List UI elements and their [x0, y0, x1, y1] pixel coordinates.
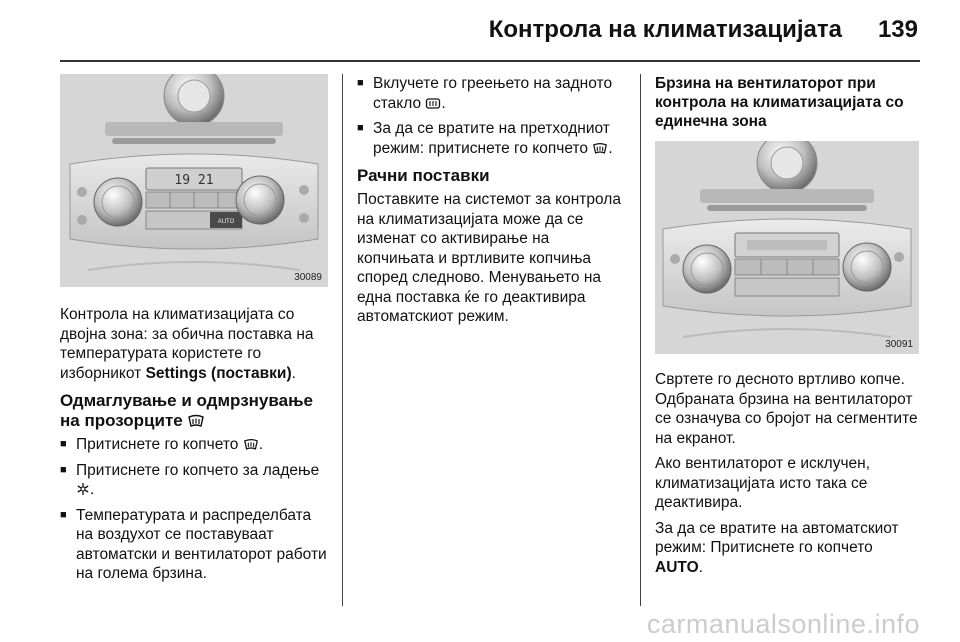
auto-mode-paragraph: За да се вратите на автоматскиот режим: Притиснете го копчето AUTO.: [655, 519, 899, 576]
windshield-defrost-icon: [187, 414, 205, 428]
fan-speed-heading: Брзина на вентилаторот при контрола на климатизацијата со единечна зона: [655, 75, 904, 130]
list-item: ■ Притиснете го копчето .: [60, 435, 328, 455]
page-number: 139: [877, 16, 918, 43]
column-2: [357, 74, 625, 333]
figure-code: 30089: [294, 272, 322, 283]
figure-code: 30091: [885, 339, 913, 350]
list-item: ■ За да се вратите на претходниот режим: притиснете го копчето .: [357, 119, 625, 158]
fan-off-paragraph: Ако вентилаторот е исклучен, климатизацијата исто така се деактивира.: [655, 455, 871, 511]
list-item: ■ Температурата и распределбата на воздухот се поставуваат автоматски и вентилаторот работи на голема брзина.: [60, 506, 328, 584]
list-item: ■ Вклучете го греењето на задното стакло .: [357, 74, 625, 113]
defog-heading: Одмаглување и одмрзнување на прозорците: [60, 391, 313, 430]
windshield-defrost-icon: [243, 438, 259, 451]
auto-label: AUTO: [655, 558, 699, 576]
settings-label: Settings (поставки): [145, 364, 292, 382]
page-header: [0, 0, 960, 60]
manual-settings-heading: Рачни поставки: [357, 166, 490, 185]
defog-steps: [60, 435, 328, 584]
intro-paragraph: Контрола на климатизацијата со двојна зона: за обична поставка на температурата користете го изборникот Settings (поставки).: [60, 306, 314, 382]
list-item: ■ Притиснете го копчето за ладење .: [60, 461, 328, 500]
climate-panel-dual-zone-figure: [60, 74, 328, 287]
snowflake-icon: [76, 482, 90, 496]
rear-window-heating-icon: [425, 97, 441, 110]
manual-settings-paragraph: Поставките на системот за контрола на климатизацијата може да се изменат со активирање на копчињата и вртливите копчиња според следново. Менувањето на една поставка ќе го деактивира автоматскиот режим.: [357, 191, 621, 325]
fan-speed-paragraph: Свртете го десното вртливо копче. Одбраната брзина на вентилаторот се означува со бројот на сегментите на екранот.: [655, 371, 918, 447]
page-title: Контрола на климатизацијата: [488, 16, 842, 43]
climate-panel-single-zone-figure: [655, 141, 919, 354]
watermark: carmanualsonline.info: [646, 609, 920, 639]
defog-steps-continued: [357, 74, 625, 158]
column-divider: [342, 74, 343, 606]
column-1: [60, 74, 328, 590]
column-divider: [640, 74, 641, 606]
windshield-defrost-icon: [592, 142, 608, 155]
column-3: [655, 74, 923, 583]
panel-display: 19 21: [174, 173, 214, 188]
header-rule: [60, 60, 920, 62]
auto-key-label: AUTO: [217, 219, 235, 225]
